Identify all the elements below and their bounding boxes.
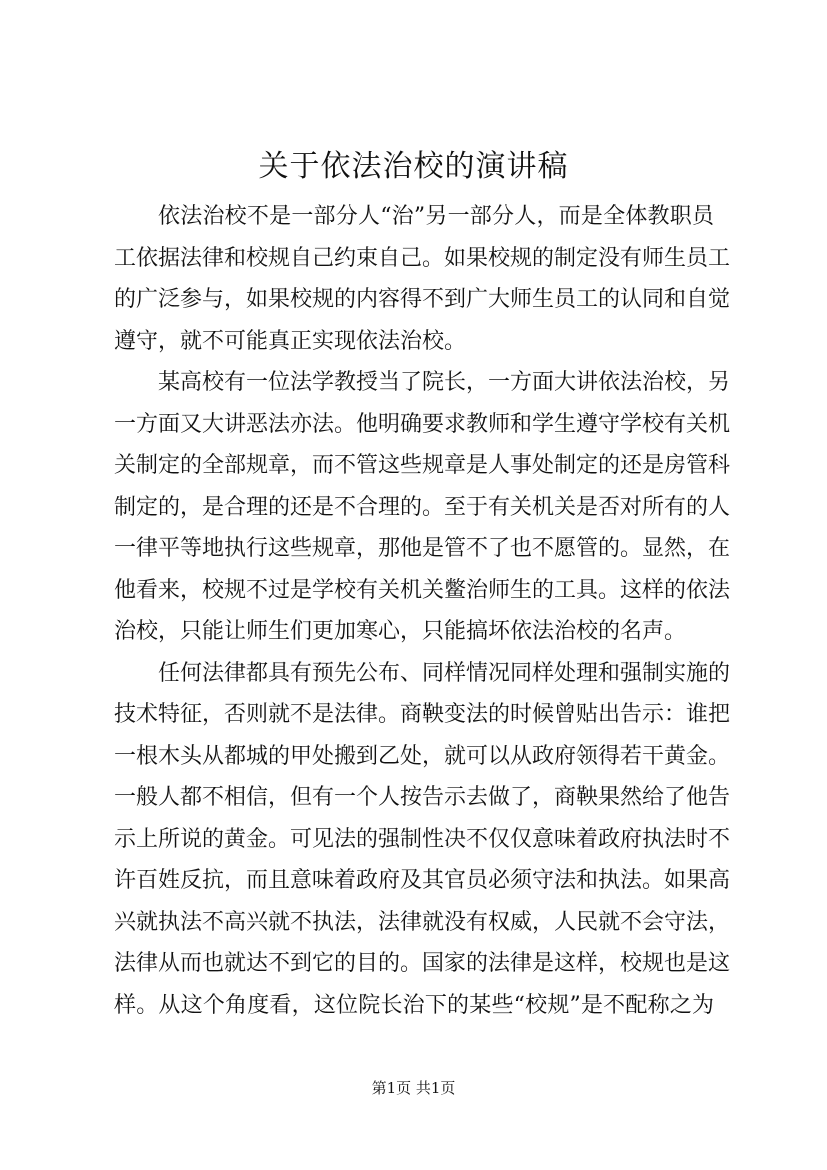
text-line: 一根木头从都城的甲处搬到乙处，就可以从政府领得若干黄金。	[114, 743, 731, 769]
text-line: 他看来，校规不过是学校有关机关鳖治师生的工具。这样的依法	[114, 577, 731, 603]
text-line: 任何法律都具有预先公布、同样情况同样处理和强制实施的	[158, 660, 731, 686]
text-line: 制定的，是合理的还是不合理的。至于有关机关是否对所有的人	[114, 494, 731, 520]
text-line: 示上所说的黄金。可见法的强制性决不仅仅意味着政府执法时不	[114, 826, 731, 852]
document-body	[114, 196, 731, 1026]
text-line: 一律平等地执行这些规章，那他是管不了也不愿管的。显然，在	[114, 536, 731, 561]
text-line: 法律从而也就达不到它的目的。国家的法律是这样，校规也是这	[114, 951, 731, 976]
text-line: 某高校有一位法学教授当了院长，一方面大讲依法治校，另	[158, 370, 731, 395]
text-line: 技术特征，否则就不是法律。商鞅变法的时候曾贴出告示：谁把	[114, 702, 731, 727]
text-line: 的广泛参与，如果校规的内容得不到广大师生员工的认同和自觉	[114, 287, 731, 312]
page-footer: 第1页 共1页	[371, 1079, 456, 1097]
document-title: 关于依法治校的演讲稿	[258, 149, 569, 184]
text-line: 一方面又大讲恶法亦法。他明确要求教师和学生遵守学校有关机	[114, 411, 731, 437]
text-line: 许百姓反抗，而且意味着政府及其官员必须守法和执法。如果高	[114, 868, 731, 893]
text-line: 遵守，就不可能真正实现依法治校。	[114, 328, 467, 354]
text-line: 工依据法律和校规自己约束自己。如果校规的制定没有师生员工	[114, 245, 731, 271]
text-line: 关制定的全部规章，而不管这些规章是人事处制定的还是房管科	[114, 453, 731, 478]
text-line: 依法治校不是一部分人“治”另一部分人，而是全体教职员	[158, 204, 714, 229]
text-line: 治校，只能让师生们更加寒心，只能搞坏依法治校的名声。	[114, 619, 687, 644]
text-line: 兴就执法不高兴就不执法，法律就没有权威，人民就不会守法，	[114, 909, 731, 935]
text-line: 样。从这个角度看，这位院长治下的某些“校规”是不配称之为	[114, 992, 714, 1018]
text-line: 一般人都不相信，但有一个人按告示去做了，商鞅果然给了他告	[114, 785, 731, 810]
